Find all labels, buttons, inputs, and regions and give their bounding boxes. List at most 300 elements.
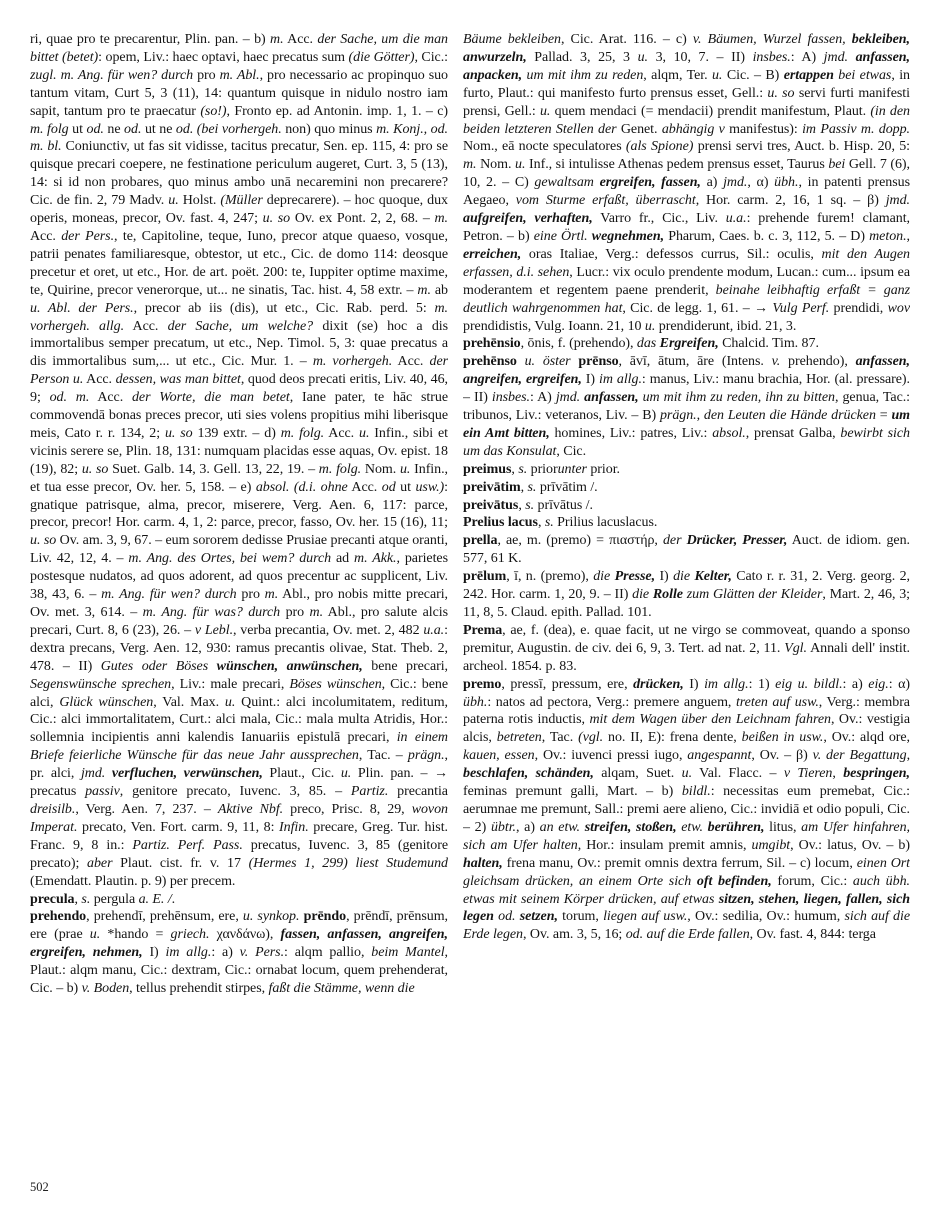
text-run: u. [340, 766, 352, 782]
text-run: anfassen, angreifen, ergreifen, [463, 354, 910, 388]
text-run: auch übh. etwas mit seinem Körper drücken, auf etwas [463, 873, 910, 907]
text-run: , ī, n. (premo), [506, 569, 594, 585]
text-run: Nom., eā nocte speculatores [463, 139, 626, 155]
text-run: oras Italiae, Verg.: defessos currus, Sil.: oculis, [521, 246, 822, 262]
text-run: u. [539, 103, 551, 119]
text-run: Varro fr., Cic., Liv. [592, 211, 726, 227]
text-run: , pro necessario ac propinquo suo tantum vitam, Curt 5, 3 (11), 14: quantum quisque in nidulo nostro iam sapit, tantum pro te praecatur [30, 67, 448, 119]
text-run: Chalcid. Tim. 87. [718, 336, 819, 352]
text-run: eig u. bildl. [775, 676, 843, 692]
entry-prelum [463, 568, 910, 622]
text-run: im allg. [165, 945, 212, 961]
text-run: , Ov.: sedilia, Ov.: humum, [687, 909, 845, 925]
text-run: , te, Capitoline, teque, Iuno, precor atque quaeso, vosque, patrii penates familiaresque, obtestor, ut etc., Cic. de domo 114: deosque precetur et oret, ut etc., Hor. de art. poët. 200: te, Iuppiter optime maxime, te, Quirine, precor venerorque, ut... ne sinatis, Tac. hist. 4, 58 extr. – [30, 228, 448, 298]
text-run: pro [236, 587, 265, 603]
text-run: homines, Liv.: patres, Liv.: [549, 425, 713, 441]
page-number: 502 [30, 1180, 49, 1194]
text-run: Inf., si intulisse Athenas pedem prensus esset, Taurus [525, 157, 829, 173]
text-run: streifen, stoßen, [584, 819, 677, 835]
text-run: litus, [764, 819, 802, 835]
text-run: Prelius lacus [463, 515, 538, 531]
text-run: : A) [530, 390, 556, 406]
text-run: , in patenti prensus Aegaeo, [463, 175, 910, 209]
text-run: an etw. [539, 819, 580, 835]
text-run: ut [395, 479, 416, 495]
text-run: s. [525, 497, 535, 513]
text-run: usw.) [415, 479, 445, 495]
text-run: 139 extr. – d) [192, 425, 281, 441]
text-run: bildl. [681, 784, 711, 800]
text-run: . [171, 891, 176, 907]
text-run: , Liv.: male precari, [171, 676, 290, 692]
text-run: jmd. [885, 193, 910, 209]
text-run: , Tac. – [358, 748, 408, 764]
text-run: : gnatique patrisque, alma, precor, miserere, Verg. Aen. 6, 117: parce, precor, precor! Hor. carm. 4, 1, 2: parce, precor, fasso, Ov. her. 15 (16), 11; [30, 479, 448, 531]
text-run: : prehende furem! clamant, Petron. – b) [463, 211, 910, 244]
text-run: frena manu, Ov.: premit omnis dextra ferrum, Sil. – c) locum, [502, 855, 857, 871]
entry-prehensio [463, 335, 910, 353]
text-run: Abl., pro nobis mitte precari, Ov. met. 3, 614. – [30, 587, 448, 620]
text-run: ad [331, 551, 355, 567]
text-run: prella [463, 533, 498, 549]
text-run: u. [515, 157, 526, 173]
text-run: jmd. [723, 175, 748, 191]
text-run: m. folg [30, 121, 69, 137]
text-run: m. [270, 32, 284, 47]
text-run: , verba precantia, Ov. met. 2, 482 [233, 622, 424, 638]
text-run: im allg. [704, 676, 749, 692]
text-run: : a) [211, 945, 240, 961]
text-run: Infin. [279, 819, 309, 835]
text-run: , Ov.: latus, Ov. – b) [790, 837, 910, 853]
text-run: gewaltsam [534, 175, 594, 191]
text-run: , Ov. am. 3, 5, 16; [523, 927, 626, 943]
text-run: v. der Begattung [812, 748, 907, 764]
text-run: χανδάνω), [209, 927, 281, 943]
text-run: m. folg. [318, 461, 362, 477]
text-run: , Val. Max. [153, 694, 225, 710]
text-run: m. Ang. des Ortes, bei wem? durch [128, 551, 332, 567]
text-run: beschlafen, schänden, [463, 766, 594, 782]
right-column [463, 31, 910, 1171]
text-run: Vgl. [784, 640, 807, 656]
text-run: Annali dell' instit. archeol. 1854. p. 83. [463, 640, 910, 674]
text-run: , Ov.: iuvenci pressi iugo, [534, 748, 688, 764]
text-run: servi furti manifesti prensi, Gell.: [463, 85, 910, 119]
text-run: wegnehmen, [591, 228, 665, 244]
text-run: , ae, m. (premo) = πιαστήρ, [497, 533, 663, 549]
text-run: abhängig v [661, 121, 725, 137]
text-run: , [832, 766, 844, 782]
text-run: , genua, Tac.: tribunos, Liv.: veteranos, Liv. – B) [463, 390, 910, 424]
text-run: manifestus): [724, 121, 803, 137]
text-run: Ov. am. 3, 9, 67. – eum sororem dedisse Prusiae precanti atque oranti, Liv. 42, 12, 4. – [30, 533, 448, 567]
text-run: sitzen, stehen, liegen, fallen, sich legen [463, 891, 910, 925]
text-run: bespringen, [843, 766, 910, 782]
text-run: anfassen, anpacken, [463, 49, 910, 83]
text-run: , āvī, ātum, āre (Intens. [618, 354, 772, 370]
text-run: wünschen, anwünschen, [216, 658, 363, 674]
text-run: prägn. [407, 748, 445, 764]
text-run: die [593, 569, 615, 585]
text-run: prior [527, 461, 558, 477]
text-run: Plin. pan. – → precatus [30, 766, 448, 800]
text-run: m. [434, 211, 448, 227]
text-run: , ōnis, f. (prehendo), [520, 336, 637, 352]
text-run: : manus, Liv.: manu brachia, Hor. (al. pressare). – II) [463, 372, 910, 406]
text-run: v. Boden [81, 981, 130, 997]
text-run: v Tieren [783, 766, 833, 782]
text-run: der Sache, um die man bittet (betet) [30, 32, 448, 65]
text-run: meton. [869, 228, 907, 244]
text-run: , in furto, Plaut.: qui manifesto furto prensus esset, Gell.: [463, 67, 910, 101]
text-run: feminas premunt galli, Mart. – b) [463, 784, 682, 800]
text-run: , pr. alci, [30, 748, 448, 782]
text-run: beinahe leibhaftig erfaßt = ganz deutlich wahrgenommen hat [463, 282, 910, 316]
text-run: Acc. [89, 390, 132, 406]
text-run: Aktive Nbf. [217, 801, 284, 817]
text-run: faßt die Stämme, wenn die [268, 981, 415, 997]
text-run: u. [711, 67, 723, 83]
text-run: , [511, 461, 519, 477]
text-run: , Hor. carm. 2, 16, 1 sq. – β) [695, 193, 886, 209]
text-run: Cic. – B) [722, 67, 784, 83]
text-run: u. so [767, 85, 795, 101]
text-run: I) [655, 569, 674, 585]
text-run: Val. Flacc. – [692, 766, 784, 782]
text-run: passiv [85, 784, 120, 800]
text-run: , Cic.: bene alci, [30, 676, 448, 710]
text-run: u. [644, 318, 656, 334]
text-run: m. [309, 605, 324, 620]
entry-prehendo [30, 908, 448, 998]
text-run: : opem, Liv.: haec optavi, haec precatus sum [98, 49, 349, 65]
text-run: , Verg. Aen. 7, 237. – [75, 801, 218, 817]
entry-preivatim [463, 479, 910, 497]
text-run: dreisilb. [30, 801, 76, 817]
text-run: , ae, f. (dea), e. quae facit, ut ne virgo se commoveat, quando a sponso premitur, Augustin. de civ. dei 6, 9, 3. Tert. ad nat. 2, 11. [463, 622, 910, 656]
text-run: 3, 10, 7. – II) [647, 49, 753, 65]
text-run: fassen, anfassen, angreifen, ergreifen, nehmen, [30, 927, 448, 961]
text-run: s. [518, 461, 528, 477]
text-run: Acc. [30, 228, 62, 244]
text-run: deprecarere). – hoc quoque, dux operis, moneas, precor, Ov. fast. 4, 247; [30, 193, 448, 227]
text-run: premo [463, 676, 502, 692]
left-column [30, 31, 448, 1171]
text-run: , Verg.: membra paterna rotis inductis, [463, 694, 910, 728]
entry-preimus [463, 461, 910, 479]
text-run: precatus, Iuvenc. 3, 85 (genitore precato); [30, 837, 448, 871]
text-run: , prēndī, prēnsum, ere (prae [30, 909, 448, 943]
text-run: : α) [888, 676, 910, 692]
text-run: torum, [557, 909, 604, 925]
text-run: den Leuten die Hände drücken [703, 408, 876, 424]
text-run: prēndo [303, 909, 347, 925]
text-run: im allg. [599, 372, 642, 388]
text-run: setzen, [519, 909, 558, 925]
text-run [517, 354, 525, 369]
text-run: u. [89, 927, 101, 943]
text-run: kauen, essen [463, 748, 535, 764]
text-run: m. Abl. [219, 67, 260, 83]
text-run: oft befinden, [696, 873, 772, 889]
text-run: halten, [463, 855, 503, 871]
text-run: pergula [90, 891, 139, 907]
text-run: absol. [712, 425, 746, 441]
text-run: m. vorhergeh. allg. [30, 300, 448, 334]
text-run: drücken, [633, 676, 684, 692]
text-run: prendiderunt, ibid. 21, 3. [655, 318, 797, 334]
text-run: m. Ang. für wen? durch [101, 587, 237, 603]
text-run: pro [193, 67, 220, 83]
text-run: preimus [463, 461, 512, 477]
entry-premo [463, 676, 910, 945]
text-run: verfluchen, verwünschen, [111, 766, 263, 782]
text-run: pro [280, 605, 310, 620]
text-run: ut [68, 121, 87, 137]
text-run: Pharum, Caes. b. c. 3, 112, 5. – D) [664, 228, 870, 244]
text-run: prehendo [30, 909, 87, 925]
text-run: Nom. [476, 157, 516, 173]
text-run: u. öster [524, 354, 571, 370]
text-run: Vulg Perf. [772, 300, 830, 316]
text-run: od. [86, 121, 104, 137]
text-run: preco, Prisc. 8, 29, [283, 801, 412, 817]
text-run: der Pers. [61, 228, 115, 244]
text-run: m. vorhergeh. [312, 354, 393, 370]
text-run: , quod deos precati eritis, Liv. 40, 46, 9; [30, 372, 448, 406]
text-run: Holst. [178, 193, 221, 209]
text-run: prehēnsio [463, 336, 521, 352]
text-run: Bäume bekleiben [463, 32, 561, 47]
text-run: prendidi, [829, 300, 888, 316]
text-run: , Cic. Arat. 116. – c) [560, 32, 693, 47]
text-run: prehēnso [463, 354, 517, 370]
text-run: (als Spione) [625, 139, 694, 155]
text-run: , pressī, pressum, ere, [501, 676, 634, 692]
text-run: prīvātus /. [534, 497, 593, 513]
text-run: , [518, 497, 526, 513]
text-run: , [906, 748, 910, 764]
text-run: I) [581, 372, 599, 388]
text-run: (Hermes 1, 299) liest Studemund [248, 855, 448, 871]
text-run: beim Mantel [371, 945, 445, 961]
text-run: (vgl. [578, 730, 604, 746]
text-run: in einem Briefe feierliche Wünsche für das neue Jahr aussprechen [30, 730, 448, 764]
text-run: prensi servi tres, Auct. b. Hisp. 20, 5: [693, 139, 910, 155]
text-run: , α) [747, 175, 775, 191]
text-run: u. [637, 49, 648, 65]
text-run: u. so [164, 425, 193, 441]
entry-prehendo-continuation [463, 31, 910, 335]
text-run: griech. [170, 927, 210, 943]
text-run: etw. [681, 819, 703, 835]
text-run: Gell. 7 (6), 10, 2. – C) [463, 157, 910, 191]
text-run: s. [81, 891, 91, 907]
text-run: ne [103, 121, 125, 137]
text-run: Acc. [324, 425, 359, 441]
text-run: , Ov.: vestigia alcis, [463, 712, 910, 746]
text-run: dessen, was man bittet [115, 372, 241, 388]
text-run: Segenswünsche sprechen [30, 676, 172, 692]
text-run: , Iane pater, te hāc strue commovendā bonas preces precor, uti sies volens propitius mihi liberisque meis, Cato r. r. 134, 2; [30, 390, 448, 441]
text-run: eine Örtl. [533, 228, 588, 244]
text-run: Prilius lacuslacus. [553, 515, 658, 531]
text-run: aufgreifen, verhaften, [463, 211, 593, 227]
text-run: Presse, [614, 569, 656, 585]
text-run: liegen auf usw. [603, 909, 688, 925]
text-run: , [74, 891, 82, 907]
text-run: Suet. Galb. 14, 3. Gell. 13, 22, 19. – [108, 461, 319, 477]
text-run: angespannt [687, 748, 752, 764]
text-run: der Worte, die man betet [131, 390, 290, 406]
text-run: Prema [463, 622, 503, 638]
text-run: Ov. ex Pont. 2, 2, 68. – [290, 211, 435, 227]
text-run: ri, quae pro te precarentur, Plin. pan. – b) [30, 32, 271, 47]
text-run: , Ov. – β) [751, 748, 813, 764]
entry-prella [463, 532, 910, 568]
text-run: : A) [790, 49, 824, 65]
entry-preivatus [463, 497, 910, 515]
text-run: zugl. m. Ang. für wen? durch [30, 67, 194, 83]
text-run: Abl., pro salute alcis precari, Curt. 8, 6 (23), 26. – [30, 605, 448, 638]
entry-prelius-lacus [463, 514, 910, 532]
text-run: prīvātim /. [536, 479, 598, 495]
text-run: umgibt [751, 837, 791, 853]
text-run: : a) [842, 676, 869, 692]
text-run: jmd. [823, 49, 848, 65]
text-run: *hando = [100, 927, 171, 943]
text-run: Acc. [283, 32, 318, 47]
text-run: um ein Amt bitten, [463, 408, 910, 441]
text-run: u. [359, 425, 370, 441]
text-run: , [537, 515, 545, 531]
text-run: ab [430, 282, 448, 298]
text-run: zum Glätten der Kleider [686, 587, 823, 603]
text-run: insbes. [752, 49, 791, 65]
text-run: , Ov.: alqd ore, [823, 730, 910, 746]
text-run: : dextra precans, Verg. Aen. 12, 930: ramus precantis olivae, Stat. Theb. 2, 478. – II) [30, 622, 448, 674]
text-run: mit dem Wagen über den Leichnam fahren [589, 712, 831, 728]
text-run: s. [544, 515, 554, 531]
text-run: , Lucr.: vix oculo prendente modum, Lucan.: cum... ipsum ea moderantem et regentem paene prenderit, [463, 264, 910, 298]
text-run: = [875, 408, 892, 424]
text-run: Glück wünschen [59, 694, 154, 710]
text-run: a. E. / [138, 891, 172, 907]
text-run: preivātim [463, 479, 521, 495]
text-run: u.a. [725, 211, 747, 227]
text-run: Böses wünschen [289, 676, 382, 692]
text-run: um mit ihm zu reden, ihn zu bitten [642, 390, 835, 406]
text-run: bewirbt sich um das Konsulat [463, 425, 910, 459]
entry-prema [463, 622, 910, 676]
text-run: bei [828, 157, 846, 173]
text-run: u. so [30, 533, 57, 549]
text-run: berühren, [707, 819, 765, 835]
text-run: einen Ort gleichsam drücken, an einem Orte sich [463, 855, 910, 889]
text-run: u. [681, 766, 693, 782]
text-run: od. m. [49, 390, 90, 406]
text-run: u. [224, 694, 236, 710]
text-run: Rolle [652, 587, 683, 603]
text-run: I) [142, 945, 166, 961]
text-run: od [381, 479, 396, 495]
text-run: der Sache, um welche? [167, 318, 314, 334]
entry-precor-continuation [30, 31, 448, 891]
text-run: am Ufer hinfahren, sich am Ufer halten [463, 819, 910, 853]
text-run: , Cic. de legg. 1, 61. – → [622, 300, 773, 316]
text-run: , parietes postesque nudatos, ad quos adorent, ad quos precentur ac supplicent, Liv. 38, 43, 6. – [30, 551, 448, 603]
text-run: vom Sturme erfaßt, überrascht [515, 193, 696, 209]
text-run: precato, Ven. Fort. carm. 9, 11, 8: [77, 819, 280, 835]
text-run: Acc. [124, 318, 168, 334]
text-run: , genitore precato, Iuvenc. 3, 85. – [119, 784, 351, 800]
text-run: alqam, Suet. [593, 766, 682, 782]
text-run: v Lebl. [194, 622, 234, 638]
text-run: im Passiv m. dopp. [802, 121, 910, 137]
text-run: Coniunctiv, ut fas sit vidisse, tacitus precatur, Sen. ep. 115, 4: pro se quisque precari coepere, ne festinatione periculum augeret, Curt. 3, 5 (13), 14: si id non probares, quo minus ambo unā necaremini non precarere? Cic. de fin. 2, 79 Madv. [30, 139, 448, 209]
text-run: (Müller [220, 193, 263, 209]
text-run [848, 50, 856, 65]
text-run: prägn. [659, 408, 697, 424]
text-run: aber [87, 855, 113, 871]
text-run: , Hor.: insulam premit amnis, [577, 837, 752, 853]
text-columns [30, 31, 910, 1171]
text-run: Pallad. 3, 25, 3 [526, 49, 638, 65]
text-run: prehendo), [780, 354, 856, 370]
text-run: das [636, 336, 660, 352]
text-run: Acc. [83, 372, 116, 388]
text-run: : 1) [748, 676, 776, 692]
text-run: wov [887, 300, 910, 316]
text-run: treten auf usw. [735, 694, 819, 710]
text-run: : alqm pallio, [284, 945, 372, 961]
text-run: u. so [262, 211, 291, 227]
entry-prehenso [463, 353, 910, 460]
text-run: od. (bei vorhergeh. [175, 121, 282, 137]
text-run: od. [498, 909, 516, 925]
entry-precula [30, 891, 448, 909]
text-run: Partiz. Perf. Pass. [132, 837, 243, 853]
text-run: m. [417, 282, 431, 298]
text-run: , [520, 479, 528, 495]
text-run: jmd. [80, 766, 112, 782]
text-run: m. folg. [280, 425, 325, 441]
text-run: , Mart. 2, 46, 3; 11, 8, 5. Claud. epith. Pallad. 101. [463, 587, 910, 620]
text-run: precantia [388, 784, 448, 800]
text-run: ergreifen, fassen, [599, 175, 701, 191]
text-run: Gutes oder Böses [100, 658, 217, 674]
text-run: , Plaut.: alqm manu, Cic.: dextram, Cic.: ornabat locum, quem prehenderat, Cic. – b) [30, 945, 448, 997]
text-run: betreten [496, 730, 542, 746]
text-run: prēnso [578, 354, 619, 370]
text-run: Acc. [347, 479, 382, 495]
text-run: m. [463, 157, 477, 173]
text-run: anfassen, [584, 390, 639, 406]
text-run: , [696, 408, 704, 424]
text-run: Plaut., Cic. [262, 766, 341, 782]
text-run: , Fronto ep. ad Antonin. imp. 1, 1. – c) [226, 103, 448, 119]
text-run: non) quo minus [281, 121, 377, 137]
text-run: a) [700, 175, 724, 191]
text-run: Acc. [392, 354, 430, 370]
text-run: übtr. [490, 819, 516, 835]
text-run: , alqm, Ter. [643, 67, 712, 83]
text-run: v. [771, 354, 781, 370]
text-run: um mit ihm zu reden [526, 67, 644, 83]
text-run: bei etwas [838, 67, 892, 83]
text-run: Infin., et tua esse precor, Ov. her. 5, 158. – e) [30, 461, 448, 495]
